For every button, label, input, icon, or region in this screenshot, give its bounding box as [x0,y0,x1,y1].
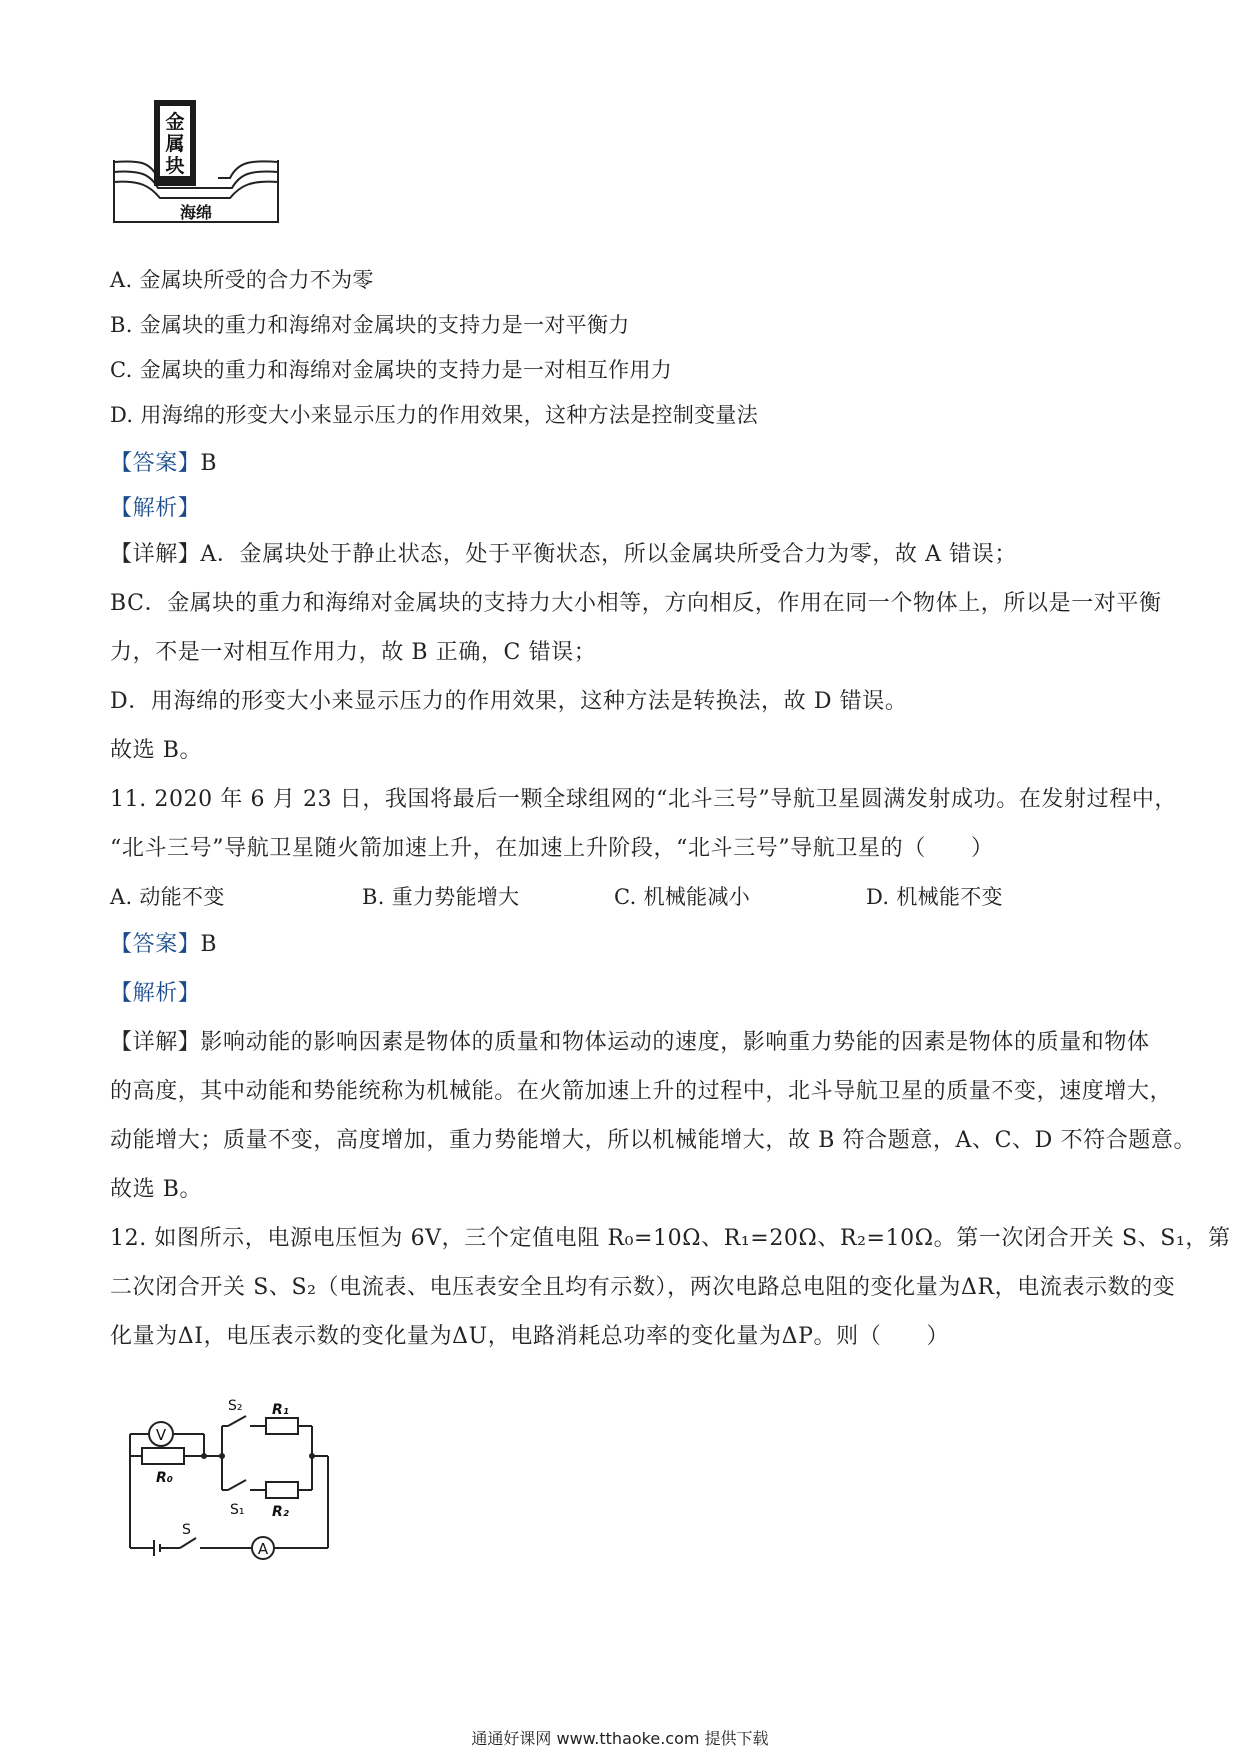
metal-block-label-1: 金 [165,111,185,133]
answer-value: B [200,932,218,957]
q11-option-c: C. 机械能减小 [614,885,751,909]
answer-value: B [200,451,218,476]
switch-s-label: S [182,1522,191,1538]
q10-detail-line-3: 力，不是一对相互作用力，故 B 正确，C 错误； [110,640,597,665]
q10-analysis-label: 【解析】 [110,496,201,521]
switch-s2-label: S₂ [228,1398,243,1414]
voltmeter-label: V [155,1426,167,1444]
r1-label: R₁ [272,1402,289,1418]
q10-option-c: C. 金属块的重力和海绵对金属块的支持力是一对相互作用力 [110,358,673,382]
q12-stem-line-2: 二次闭合开关 S、S₂（电流表、电压表安全且均有示数），两次电路总电阻的变化量为ΔR，电流表示数的变 [110,1275,1176,1300]
metal-block-sponge-figure [110,100,280,250]
q10-detail-line-1 [110,540,1017,570]
q11-analysis-label: 【解析】 [110,981,201,1006]
r2-label: R₂ [272,1504,289,1520]
answer-label: 【答案】 [110,451,201,476]
q12-stem-line-1: 12. 如图所示，电源电压恒为 6V，三个定值电阻 R₀=10Ω、R₁=20Ω、R₂=10Ω。第一次闭合开关 S、S₁，第 [110,1226,1231,1251]
q11-option-a: A. 动能不变 [110,885,225,909]
q10-detail-line-4: D．用海绵的形变大小来显示压力的作用效果，这种方法是转换法，故 D 错误。 [110,689,908,714]
detail-label: 【详解】 [110,542,201,567]
q10-detail-line-5: 故选 B。 [110,738,203,763]
metal-block-label-2: 属 [165,133,185,155]
q11-stem-line-1: 11. 2020 年 6 月 23 日，我国将最后一颗全球组网的“北斗三号”导航卫星圆满发射成功。在发射过程中， [110,787,1178,812]
switch-s1-label: S₁ [230,1502,245,1518]
detail-text: 影响动能的影响因素是物体的质量和物体运动的速度，影响重力势能的因素是物体的质量和物体 [200,1030,1150,1055]
q11-stem-line-2: “北斗三号”导航卫星随火箭加速上升，在加速上升阶段，“北斗三号”导航卫星的（ ） [110,836,994,861]
sponge-label: 海绵 [179,203,213,222]
answer-label: 【答案】 [110,932,201,957]
q11-option-d: D. 机械能不变 [866,885,1003,909]
r0-label: R₀ [156,1470,173,1486]
q10-option-b: B. 金属块的重力和海绵对金属块的支持力是一对平衡力 [110,313,630,337]
ammeter-label: A [257,1540,269,1558]
q11-detail-line-3: 动能增大；质量不变，高度增加，重力势能增大，所以机械能增大，故 B 符合题意，A、C、D 不符合题意。 [110,1128,1197,1153]
q11-detail-line-2: 的高度，其中动能和势能统称为机械能。在火箭加速上升的过程中，北斗导航卫星的质量不变，速度增大， [110,1079,1173,1104]
q10-option-a: A. 金属块所受的合力不为零 [110,268,374,292]
circuit-diagram [118,1390,348,1570]
q10-answer-line [110,449,217,479]
page-footer: 通通好课网 www.tthaoke.com 提供下载 [471,1729,769,1748]
detail-label: 【详解】 [110,1030,201,1055]
q11-detail-line-1 [110,1028,1150,1058]
q11-option-b: B. 重力势能增大 [362,885,520,909]
q12-stem-line-3: 化量为ΔI，电压表示数的变化量为ΔU，电路消耗总功率的变化量为ΔP。则（ ） [110,1324,950,1349]
q10-option-d: D. 用海绵的形变大小来显示压力的作用效果，这种方法是控制变量法 [110,403,759,427]
q10-detail-line-2: BC．金属块的重力和海绵对金属块的支持力大小相等，方向相反，作用在同一个物体上，所以是一对平衡 [110,591,1162,616]
q11-detail-line-4: 故选 B。 [110,1177,203,1202]
q11-answer-line [110,930,217,960]
detail-text: A．金属块处于静止状态，处于平衡状态，所以金属块所受合力为零，故 A 错误； [200,542,1017,567]
metal-block-label-3: 块 [165,155,185,177]
